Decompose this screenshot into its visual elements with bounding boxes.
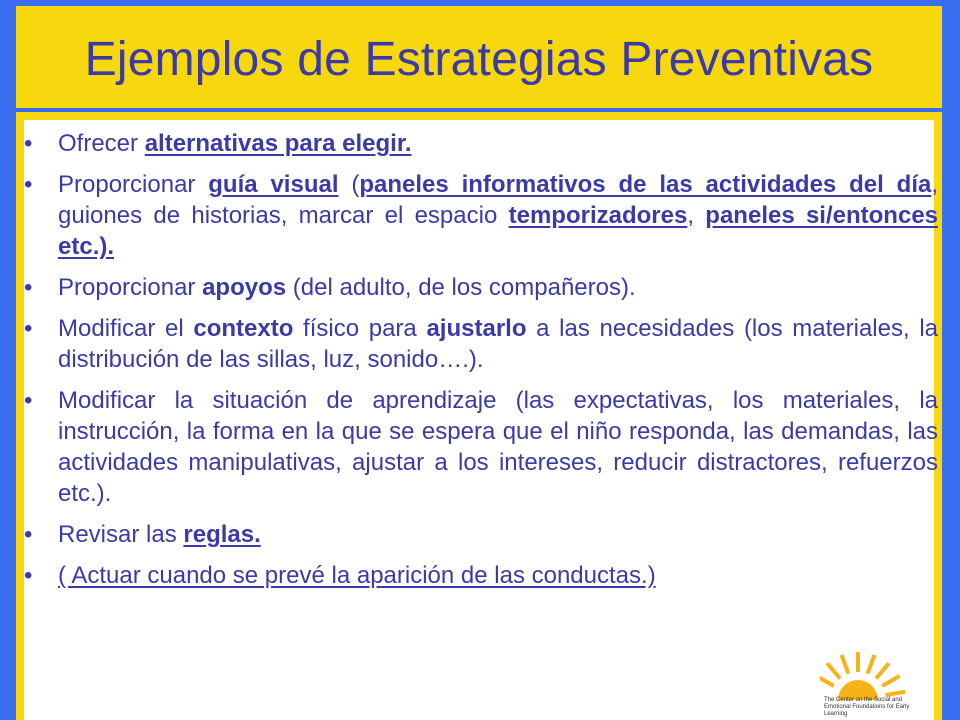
bullet-text-segment: reglas. bbox=[183, 521, 261, 548]
bullet-text-segment: , bbox=[687, 202, 706, 229]
bullet-text-segment: , guiones de historias, marcar el espacio bbox=[58, 171, 939, 229]
bullet-item bbox=[58, 385, 938, 509]
bullet-item bbox=[58, 128, 938, 159]
bullet-text-segment: contexto bbox=[193, 315, 294, 342]
content-frame bbox=[16, 112, 942, 720]
bullet-text-segment: guía visual bbox=[208, 171, 339, 198]
bullet-text-segment: (del adulto, de los compañeros). bbox=[286, 274, 636, 301]
bullet-text-segment: Modificar el bbox=[58, 315, 194, 342]
bullet-text-segment: a las necesidades (los materiales, la distribución de las sillas, luz, sonido….). bbox=[58, 315, 939, 373]
slide-content bbox=[24, 120, 939, 720]
bullet-text-segment: físico para bbox=[293, 315, 427, 342]
bullet-text-segment: Modificar la situación de aprendizaje (las expectativas, los materiales, la instrucción, la forma en la que se espera que el niño responda, las demandas, las actividades manipulativas, ajustar a los intereses, reducir distractores, refuerzos etc.). bbox=[58, 387, 938, 507]
bullet-text-segment: paneles si/entonces etc.). bbox=[58, 202, 939, 260]
bullet-text-segment: alternativas para elegir. bbox=[144, 130, 412, 157]
bullet-text-segment: Ofrecer bbox=[58, 130, 145, 157]
bullet-item bbox=[58, 313, 938, 375]
bullet-text-segment: ajustarlo bbox=[426, 315, 527, 342]
bullet-text-segment: paneles informativos de las actividades del día bbox=[359, 171, 932, 198]
slide-title: Ejemplos de Estrategias Preventivas bbox=[84, 32, 874, 86]
bullet-item bbox=[58, 560, 938, 591]
bullet-text-segment: Proporcionar bbox=[58, 171, 209, 198]
bullet-text-segment: ( Actuar cuando se prevé la aparición de las conductas.) bbox=[58, 562, 656, 589]
bullet-item bbox=[58, 519, 938, 550]
title-bar bbox=[16, 6, 942, 108]
bullet-text-segment: Revisar las bbox=[58, 521, 184, 548]
bullet-text-segment: Proporcionar bbox=[58, 274, 203, 301]
bullet-text-segment: ( bbox=[338, 171, 360, 198]
bullet-text-segment: temporizadores bbox=[508, 202, 688, 229]
bullet-item bbox=[58, 169, 938, 262]
bullet-list bbox=[58, 128, 938, 601]
bullet-text-segment: apoyos bbox=[202, 274, 287, 301]
logo-caption: The Center on the Social and Emotional Foundations for Early Learning bbox=[824, 697, 910, 717]
bullet-item bbox=[58, 272, 938, 303]
